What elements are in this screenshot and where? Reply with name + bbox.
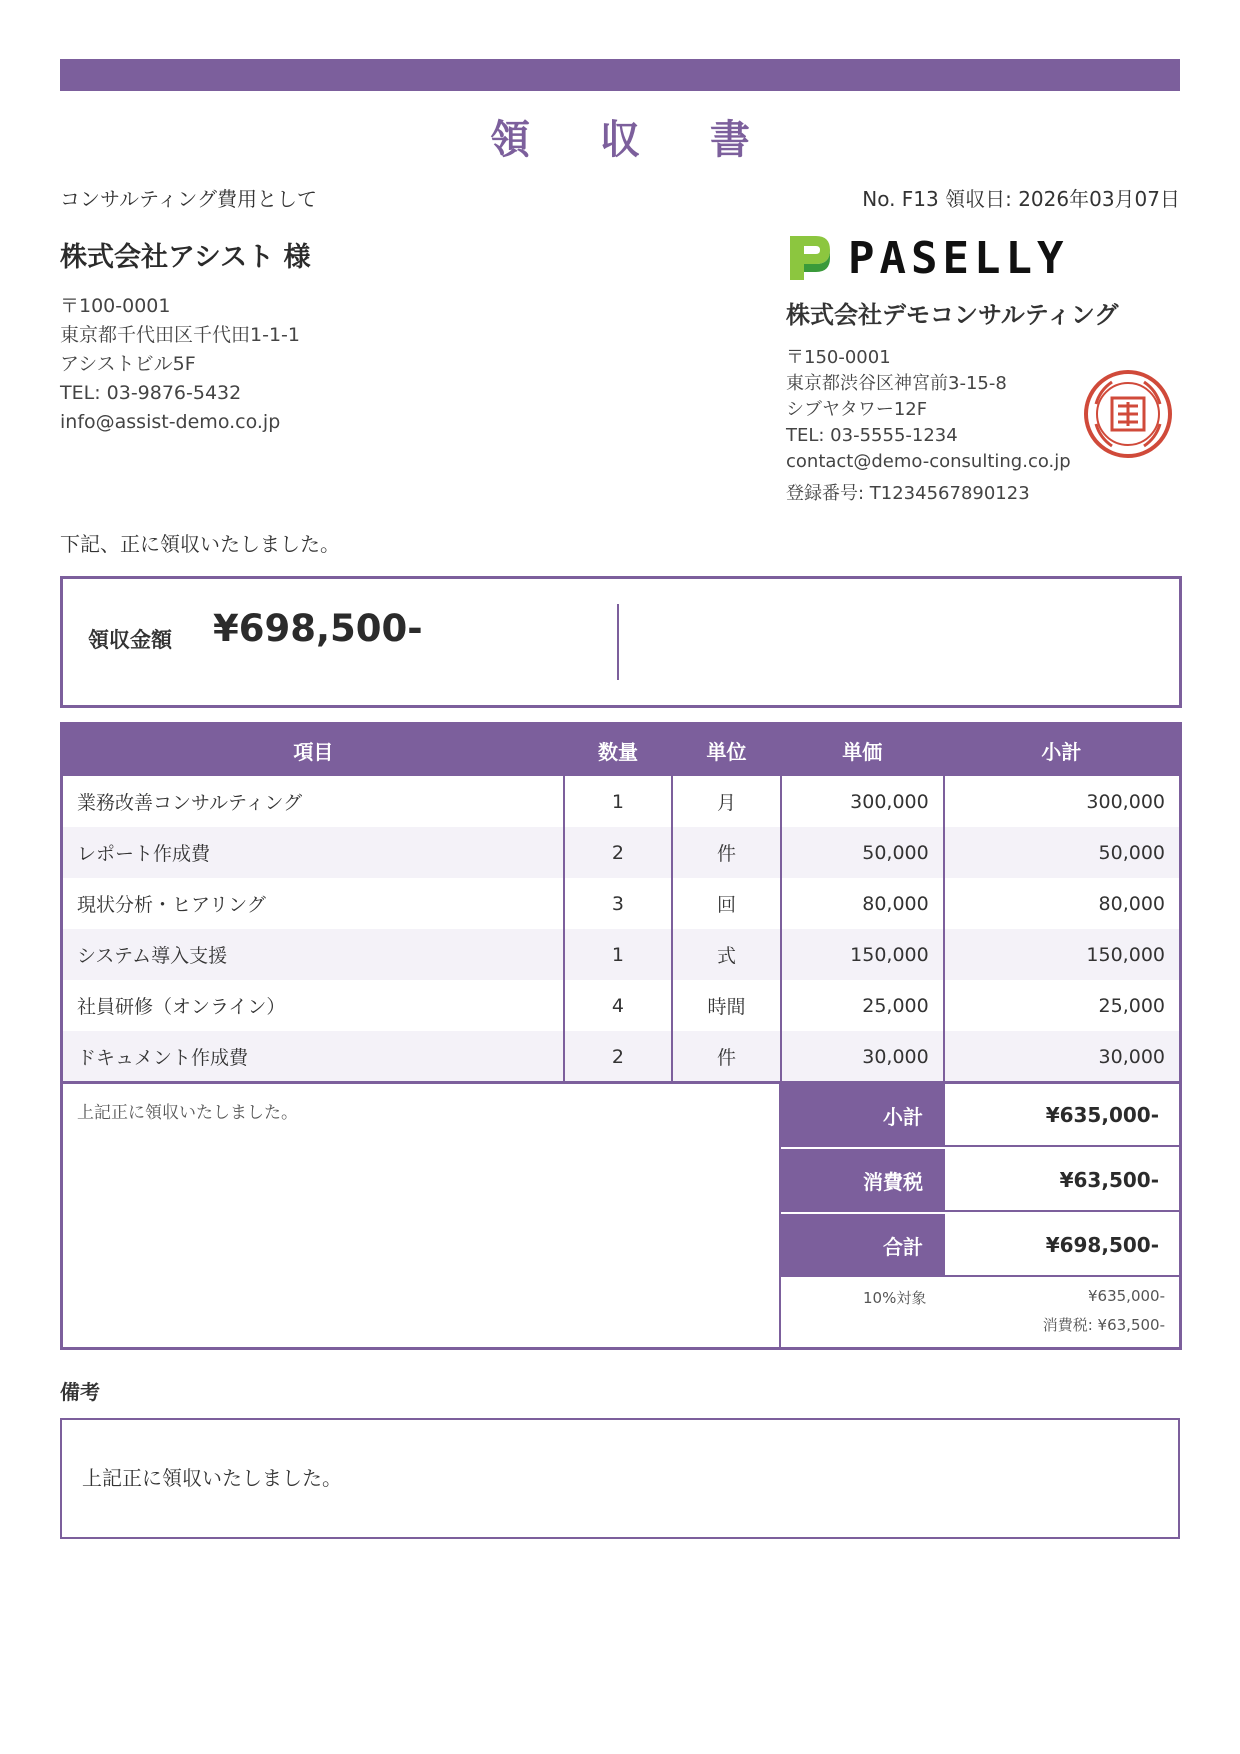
cell-price: 50,000 bbox=[781, 827, 944, 878]
summary-note: 上記正に領収いたしました。 bbox=[77, 1103, 298, 1123]
cell-subtotal: 25,000 bbox=[1098, 994, 1165, 1017]
table-row bbox=[63, 1031, 1179, 1082]
document-title: 領 収 書 bbox=[490, 117, 778, 163]
company-name: 株式会社デモコンサルティング bbox=[786, 301, 1119, 329]
header-item: 項目 bbox=[63, 725, 564, 776]
table-row bbox=[63, 827, 1179, 878]
received-statement: 下記、正に領収いたしました。 bbox=[60, 532, 340, 556]
amount-divider bbox=[617, 604, 619, 680]
cell-price: 150,000 bbox=[781, 929, 944, 980]
table-row bbox=[63, 776, 1179, 827]
cell-subtotal: 50,000 bbox=[944, 827, 1179, 878]
client-address-line1: 東京都千代田区千代田1-1-1 bbox=[60, 324, 300, 346]
subtotal-value: ¥635,000- bbox=[945, 1084, 1179, 1147]
remarks-text: 上記正に領収いたしました。 bbox=[82, 1466, 342, 1490]
cell-price: 80,000 bbox=[781, 878, 944, 929]
table-row bbox=[63, 980, 1179, 1031]
amount-label: 領収金額 bbox=[88, 628, 172, 652]
company-address-line2: シブヤタワー12F bbox=[786, 399, 928, 420]
tax-rate-label: 10%対象 bbox=[863, 1289, 927, 1307]
company-email: contact@demo-consulting.co.jp bbox=[786, 451, 1071, 472]
client-tel: TEL: 03-9876-5432 bbox=[60, 382, 242, 404]
header-price: 単価 bbox=[781, 725, 944, 776]
remarks-box bbox=[60, 1418, 1180, 1539]
logo-mark-icon bbox=[786, 232, 834, 284]
cell-item: 現状分析・ヒアリング bbox=[63, 878, 564, 929]
purpose-text: コンサルティング費用として bbox=[60, 187, 317, 211]
total-label: 合計 bbox=[781, 1214, 945, 1277]
cell-qty: 4 bbox=[564, 980, 673, 1031]
cell-item: レポート作成費 bbox=[63, 827, 564, 878]
line-items-table bbox=[60, 722, 1182, 1082]
cell-unit: 回 bbox=[672, 878, 781, 929]
company-logo bbox=[786, 232, 1068, 284]
cell-qty: 1 bbox=[564, 776, 673, 827]
tax-amount-line: 消費税: ¥63,500- bbox=[1042, 1316, 1165, 1334]
tax-label: 消費税 bbox=[781, 1149, 945, 1212]
cell-subtotal: 30,000 bbox=[944, 1031, 1179, 1082]
total-value: ¥698,500- bbox=[945, 1214, 1179, 1277]
subtotal-label: 小計 bbox=[781, 1084, 945, 1147]
client-address-block bbox=[60, 292, 300, 437]
cell-price: 30,000 bbox=[781, 1031, 944, 1082]
client-postal: 〒100-0001 bbox=[60, 295, 171, 317]
cell-qty: 1 bbox=[564, 929, 673, 980]
header-subtotal: 小計 bbox=[944, 725, 1179, 776]
company-address-block bbox=[786, 345, 1071, 507]
company-address-line1: 東京都渋谷区神宮前3-15-8 bbox=[786, 373, 1007, 394]
cell-price: 300,000 bbox=[781, 776, 944, 827]
cell-item: 業務改善コンサルティング bbox=[63, 776, 564, 827]
tax-value: ¥63,500- bbox=[945, 1149, 1179, 1212]
table-row bbox=[63, 878, 1179, 929]
header-qty: 数量 bbox=[564, 725, 673, 776]
amount-box bbox=[60, 576, 1182, 708]
cell-qty: 3 bbox=[564, 878, 673, 929]
tax-base-amount: ¥635,000- bbox=[1088, 1287, 1165, 1305]
cell-unit: 時間 bbox=[672, 980, 781, 1031]
cell-qty: 2 bbox=[564, 827, 673, 878]
logo-text: PASELLY bbox=[848, 232, 1069, 284]
cell-price: 25,000 bbox=[781, 980, 944, 1031]
amount-value: ¥698,500- bbox=[213, 607, 423, 650]
company-tel: TEL: 03-5555-1234 bbox=[786, 425, 958, 446]
table-header-row bbox=[63, 725, 1179, 776]
company-postal: 〒150-0001 bbox=[786, 347, 891, 368]
cell-qty: 2 bbox=[564, 1031, 673, 1082]
header-accent-bar bbox=[60, 59, 1180, 91]
cell-unit: 件 bbox=[672, 1031, 781, 1082]
client-email: info@assist-demo.co.jp bbox=[60, 411, 281, 433]
cell-unit: 式 bbox=[672, 929, 781, 980]
cell-unit: 件 bbox=[672, 827, 781, 878]
client-address-line2: アシストビル5F bbox=[60, 353, 196, 375]
document-number: No. F13 領収日: 2026年03月07日 bbox=[862, 187, 1180, 211]
cell-unit: 月 bbox=[672, 776, 781, 827]
cell-subtotal: 150,000 bbox=[944, 929, 1179, 980]
cell-item: ドキュメント作成費 bbox=[63, 1031, 564, 1082]
registration-number: 登録番号: T1234567890123 bbox=[786, 483, 1030, 504]
header-unit: 単位 bbox=[672, 725, 781, 776]
table-row bbox=[63, 929, 1179, 980]
cell-subtotal: 300,000 bbox=[1086, 790, 1165, 813]
company-seal-stamp bbox=[1082, 368, 1174, 460]
summary-section bbox=[60, 1081, 1182, 1350]
cell-item: システム導入支援 bbox=[63, 929, 564, 980]
remarks-label: 備考 bbox=[60, 1380, 100, 1404]
client-name: 株式会社アシスト 様 bbox=[60, 242, 311, 273]
cell-subtotal: 80,000 bbox=[1098, 892, 1165, 915]
cell-item: 社員研修（オンライン） bbox=[63, 980, 564, 1031]
